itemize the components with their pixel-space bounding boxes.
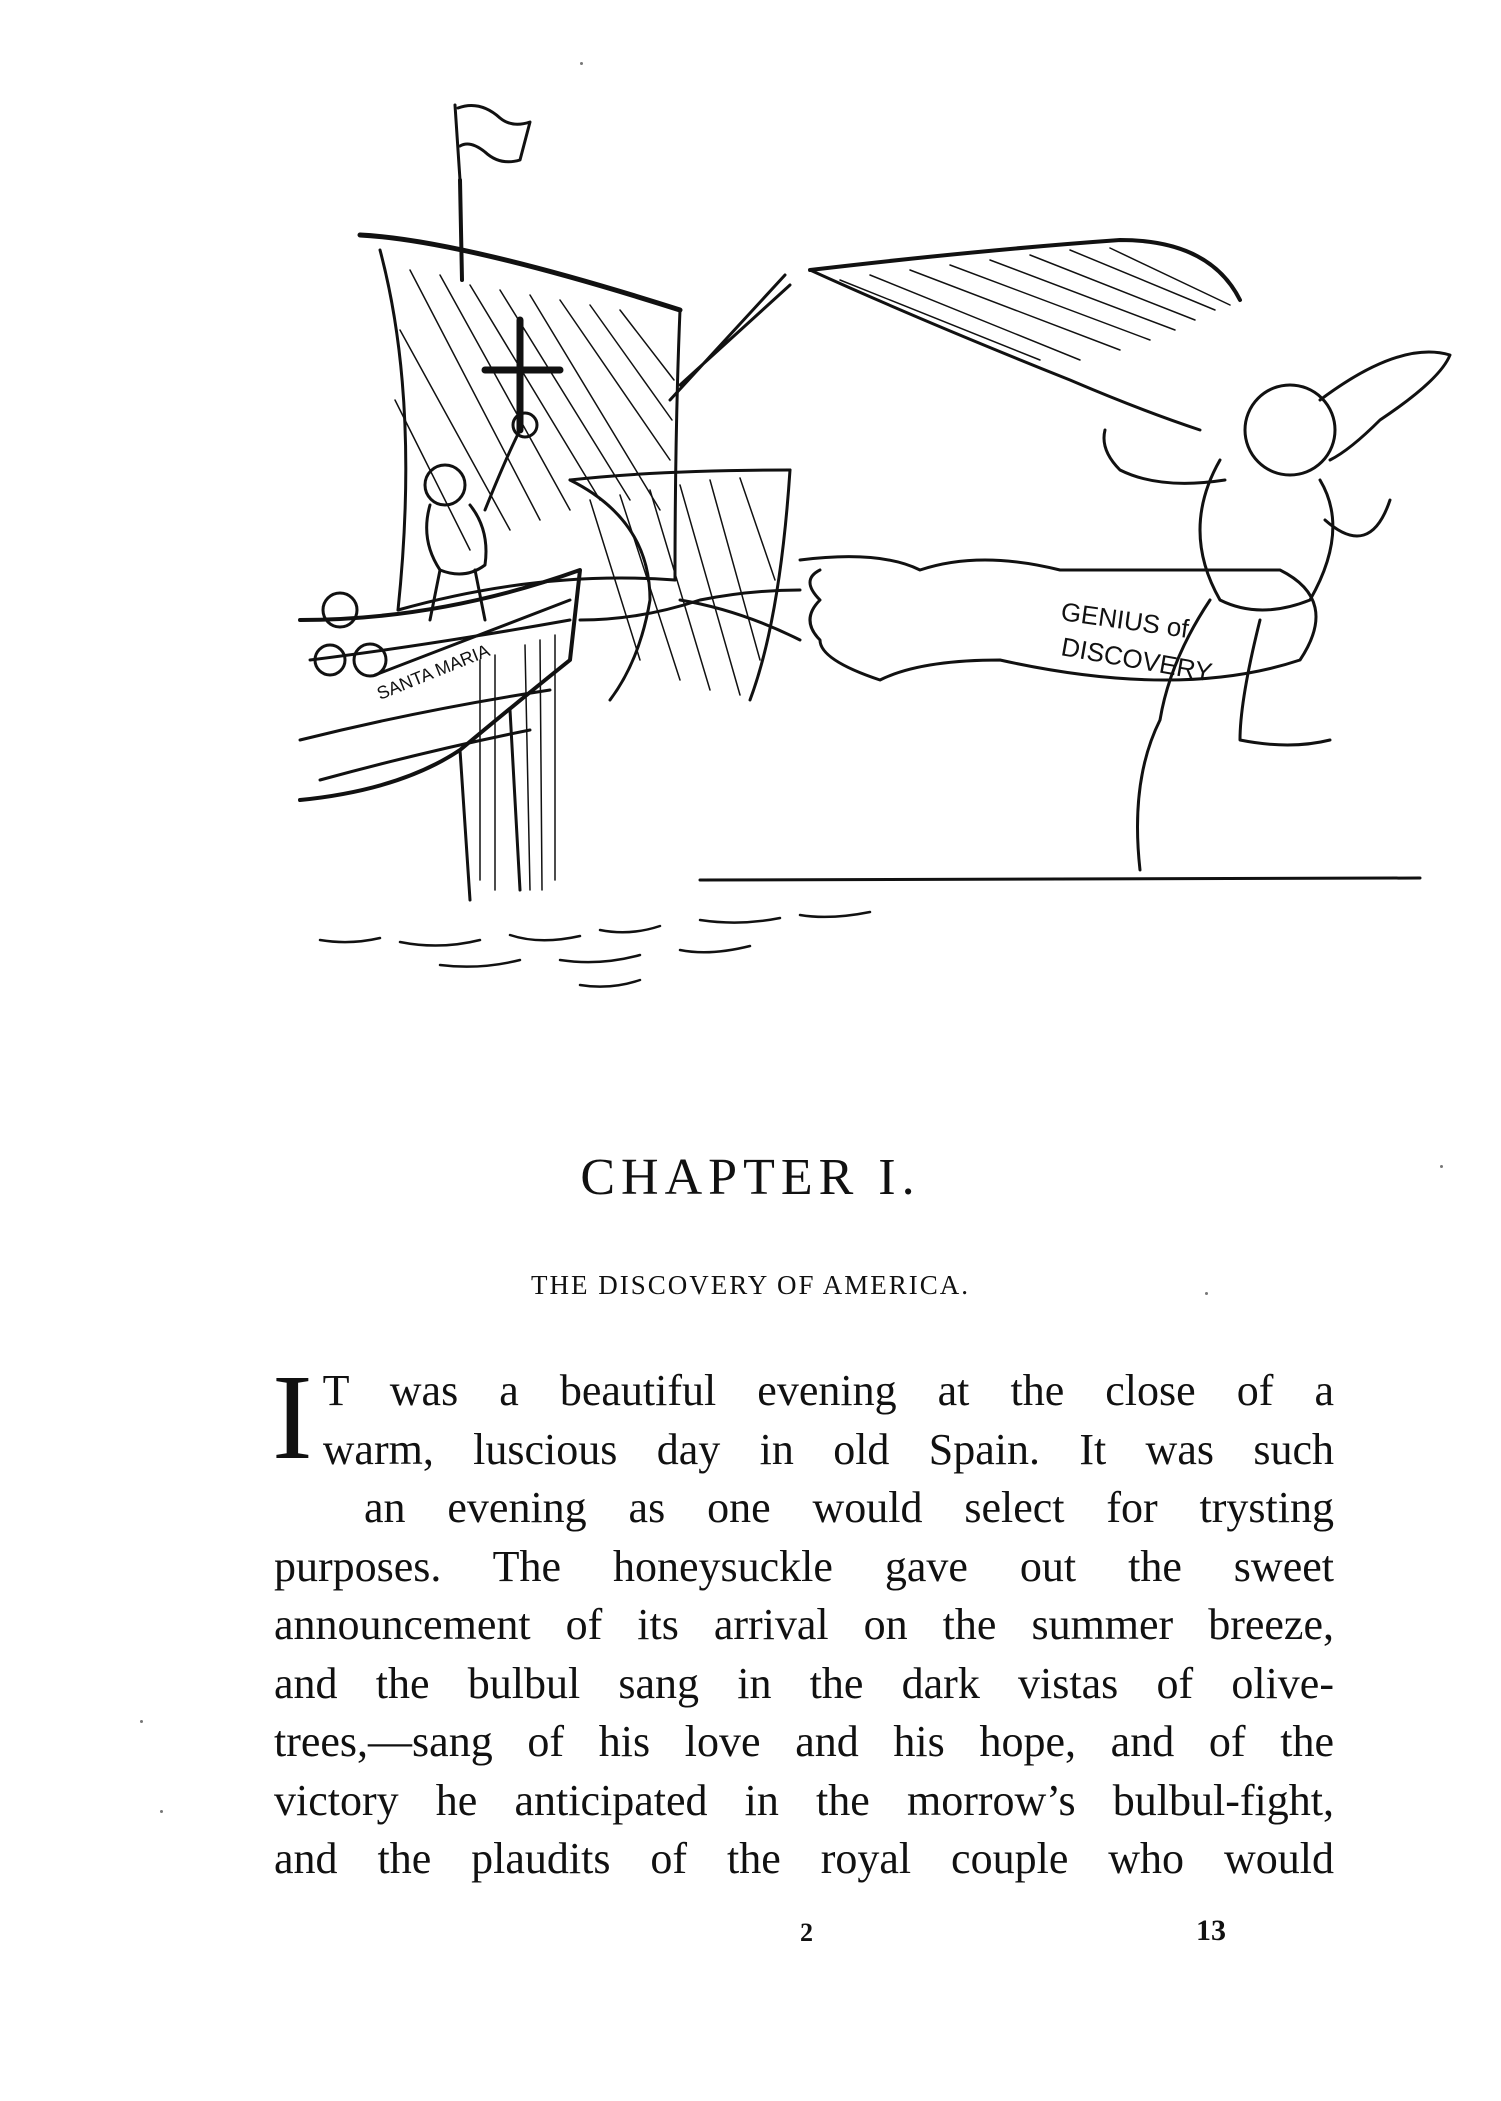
body-line: and the bulbul sang in the dark vistas of olive- (274, 1658, 1334, 1708)
body-line: victory he anticipated in the morrow’s bulbul-fight, (274, 1775, 1334, 1825)
page-number: 13 (1196, 1914, 1226, 1947)
ship-and-angel-illustration (280, 100, 1490, 1060)
illustration-drawing (280, 100, 1490, 1060)
body-line: announcement of its arrival on the summer breeze, (274, 1600, 1334, 1649)
body-line: trees,—sang of his love and his hope, and of the (274, 1717, 1334, 1766)
body-line: and the plaudits of the royal couple who would (274, 1834, 1334, 1883)
chapter-heading: CHAPTER I. (580, 1149, 921, 1206)
body-line: warm, luscious day in old Spain. It was such (322, 1424, 1334, 1474)
paper-speck (140, 1720, 143, 1723)
body-line: purposes. The honeysuckle gave out the sweet (274, 1541, 1334, 1591)
banner-text-discovery: DISCOVERY (1058, 631, 1215, 688)
body-text (272, 1350, 1334, 1889)
paper-speck (160, 1810, 163, 1813)
paper-speck (1440, 1165, 1443, 1168)
body-line: T was a beautiful evening at the close of a (322, 1366, 1334, 1415)
paper-speck (1205, 1292, 1208, 1295)
ship-name-text: SANTA MARIA (374, 640, 493, 704)
body-line: an evening as one would select for trysting (364, 1483, 1334, 1532)
signature-mark: 2 (800, 1918, 813, 1947)
paper-speck (580, 62, 583, 65)
drop-cap: I (272, 1350, 313, 1485)
banner-text-genius: GENIUS of (1059, 596, 1191, 644)
chapter-subtitle: THE DISCOVERY OF AMERICA. (530, 1270, 971, 1300)
